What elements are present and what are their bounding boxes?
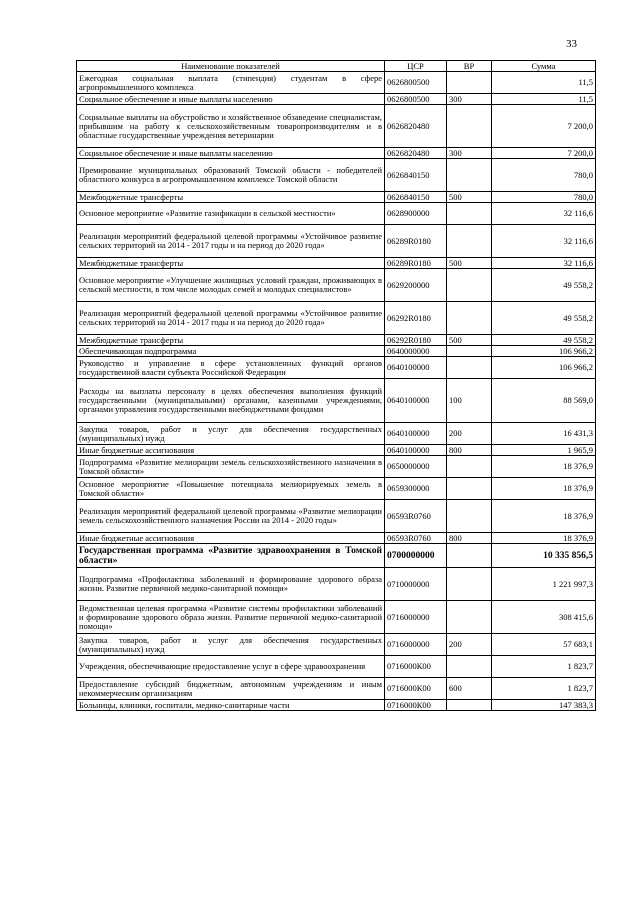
row-name-cell: Социальные выплаты на обустройство и хозяйственное обзаведение специалистам, прибывшим на работу к сельскохозяйственным товаропроизводителям и в областные государственные учреждения ветеринарии: [77, 105, 385, 148]
row-vr-cell: 500: [447, 258, 492, 269]
row-csr-cell: 0640100000: [385, 423, 447, 445]
row-sum-cell: 7 200,0: [492, 105, 596, 148]
row-name-cell: Основное мероприятие «Повышение потенциала мелиорируемых земель в Томской области»: [77, 478, 385, 500]
row-csr-cell: 0640100000: [385, 357, 447, 379]
row-name-cell: Межбюджетные трансферты: [77, 258, 385, 269]
row-sum-cell: 18 376,9: [492, 533, 596, 544]
row-name-cell: Основное мероприятие «Развитие газификации в сельской местности»: [77, 203, 385, 225]
row-sum-cell: 16 431,3: [492, 423, 596, 445]
row-name-cell: Ежегодная социальная выплата (стипендия) студентам в сфере агропромышленного комплекса: [77, 72, 385, 94]
row-vr-cell: [447, 302, 492, 335]
row-sum-cell: 1 823,7: [492, 678, 596, 700]
table-row: [77, 423, 596, 445]
row-name-cell: Основное мероприятие «Улучшение жилищных условий граждан, проживающих в сельской местности, в том числе молодых семей и молодых специалистов»: [77, 269, 385, 302]
row-vr-cell: [447, 225, 492, 258]
row-sum-cell: 308 415,6: [492, 601, 596, 634]
row-vr-cell: 100: [447, 379, 492, 423]
row-name-cell: Реализация мероприятий федеральной целевой программы «Устойчивое развитие сельских территорий на 2014 - 2017 годы и на период до 2020 года»: [77, 225, 385, 258]
table-row: [77, 203, 596, 225]
row-sum-cell: 11,5: [492, 72, 596, 94]
header-csr: ЦСР: [385, 61, 447, 72]
row-vr-cell: [447, 601, 492, 634]
row-name-cell: Социальное обеспечение и иные выплаты населению: [77, 94, 385, 105]
table-row: [77, 159, 596, 192]
row-name-cell: Ведомственная целевая программа «Развитие системы профилактики заболеваний и формирование здорового образа жизни. Развитие первичной медико-санитарной помощи»: [77, 601, 385, 634]
row-name-cell: Руководство и управление в сфере установленных функций органов государственной власти субъекта Российской Федерации: [77, 357, 385, 379]
table-body: [77, 72, 596, 711]
row-csr-cell: 0640000000: [385, 346, 447, 357]
table-row: [77, 478, 596, 500]
row-csr-cell: 0716000000: [385, 634, 447, 656]
row-csr-cell: 06593R0760: [385, 500, 447, 533]
row-sum-cell: 1 965,9: [492, 445, 596, 456]
row-name-cell: Иные бюджетные ассигнования: [77, 533, 385, 544]
row-csr-cell: 0650000000: [385, 456, 447, 478]
row-sum-cell: 11,5: [492, 94, 596, 105]
table-row: [77, 656, 596, 678]
row-sum-cell: 18 376,9: [492, 500, 596, 533]
row-csr-cell: 0626800500: [385, 94, 447, 105]
table-header-row: [77, 61, 596, 72]
row-vr-cell: 200: [447, 634, 492, 656]
row-name-cell: Закупка товаров, работ и услуг для обеспечения государственных (муниципальных) нужд: [77, 423, 385, 445]
row-sum-cell: 88 569,0: [492, 379, 596, 423]
row-sum-cell: 780,0: [492, 159, 596, 192]
row-name-cell: Подпрограмма «Профилактика заболеваний и формирование здорового образа жизни. Развитие первичной медико-санитарной помощи»: [77, 568, 385, 601]
row-vr-cell: 300: [447, 94, 492, 105]
row-vr-cell: 500: [447, 192, 492, 203]
row-name-cell: Обеспечивающая подпрограмма: [77, 346, 385, 357]
table-row: [77, 456, 596, 478]
row-sum-cell: 49 558,2: [492, 335, 596, 346]
table-row: [77, 445, 596, 456]
page-number: 33: [566, 38, 577, 50]
row-sum-cell: 49 558,2: [492, 302, 596, 335]
row-csr-cell: 0626840150: [385, 159, 447, 192]
row-vr-cell: [447, 544, 492, 568]
row-vr-cell: 800: [447, 445, 492, 456]
row-name-cell: Межбюджетные трансферты: [77, 192, 385, 203]
row-vr-cell: [447, 656, 492, 678]
row-vr-cell: [447, 568, 492, 601]
table-row: [77, 500, 596, 533]
row-vr-cell: [447, 357, 492, 379]
table-row: [77, 379, 596, 423]
row-csr-cell: 0626800500: [385, 72, 447, 94]
table-row: [77, 72, 596, 94]
table-row: [77, 346, 596, 357]
row-name-cell: Закупка товаров, работ и услуг для обеспечения государственных (муниципальных) нужд: [77, 634, 385, 656]
row-vr-cell: 200: [447, 423, 492, 445]
table-row: [77, 357, 596, 379]
row-name-cell: Больницы, клиники, госпитали, медико-санитарные части: [77, 700, 385, 711]
row-csr-cell: 0700000000: [385, 544, 447, 568]
table-row: [77, 533, 596, 544]
table-row: [77, 335, 596, 346]
header-sum: Сумма: [492, 61, 596, 72]
header-name: Наименование показателей: [77, 61, 385, 72]
row-csr-cell: 0716000К00: [385, 700, 447, 711]
row-sum-cell: 18 376,9: [492, 456, 596, 478]
header-vr: ВР: [447, 61, 492, 72]
row-name-cell: Предоставление субсидий бюджетным, автономным учреждениям и иным некоммерческим организациям: [77, 678, 385, 700]
row-csr-cell: 0716000К00: [385, 656, 447, 678]
row-name-cell: Реализация мероприятий федеральной целевой программы «Развитие мелиорации земель сельскохозяйственного назначения России на 2014 - 2020 годы»: [77, 500, 385, 533]
row-sum-cell: 106 966,2: [492, 346, 596, 357]
row-csr-cell: 0629200000: [385, 269, 447, 302]
row-vr-cell: [447, 346, 492, 357]
row-csr-cell: 0716000К00: [385, 678, 447, 700]
table-row: [77, 258, 596, 269]
row-csr-cell: 0640100000: [385, 379, 447, 423]
row-csr-cell: 0716000000: [385, 601, 447, 634]
row-vr-cell: [447, 72, 492, 94]
row-vr-cell: 500: [447, 335, 492, 346]
table-row: [77, 601, 596, 634]
row-name-cell: Государственная программа «Развитие здравоохранения в Томской области»: [77, 544, 385, 568]
row-vr-cell: [447, 203, 492, 225]
row-vr-cell: [447, 478, 492, 500]
table-row: [77, 94, 596, 105]
row-sum-cell: 57 683,1: [492, 634, 596, 656]
row-csr-cell: 06292R0180: [385, 302, 447, 335]
table-row: [77, 148, 596, 159]
row-sum-cell: 147 383,3: [492, 700, 596, 711]
table-row: [77, 678, 596, 700]
row-vr-cell: [447, 500, 492, 533]
row-csr-cell: 0659300000: [385, 478, 447, 500]
row-name-cell: Премирование муниципальных образований Томской области - победителей областного конкурса в агропромышленном комплексе Томской области: [77, 159, 385, 192]
table-row: [77, 225, 596, 258]
table-row: [77, 269, 596, 302]
row-sum-cell: 32 116,6: [492, 225, 596, 258]
row-name-cell: Межбюджетные трансферты: [77, 335, 385, 346]
row-csr-cell: 06593R0760: [385, 533, 447, 544]
row-sum-cell: 32 116,6: [492, 258, 596, 269]
row-vr-cell: [447, 269, 492, 302]
row-vr-cell: 800: [447, 533, 492, 544]
row-sum-cell: 1 823,7: [492, 656, 596, 678]
row-csr-cell: 06289R0180: [385, 258, 447, 269]
row-csr-cell: 0626840150: [385, 192, 447, 203]
row-sum-cell: 1 221 997,3: [492, 568, 596, 601]
row-sum-cell: 106 966,2: [492, 357, 596, 379]
row-sum-cell: 7 200,0: [492, 148, 596, 159]
row-sum-cell: 780,0: [492, 192, 596, 203]
row-sum-cell: 18 376,9: [492, 478, 596, 500]
row-sum-cell: 49 558,2: [492, 269, 596, 302]
table-row: [77, 544, 596, 568]
table-row: [77, 700, 596, 711]
row-name-cell: Реализация мероприятий федеральной целевой программы «Устойчивое развитие сельских территорий на 2014 - 2017 годы и на период до 2020 года»: [77, 302, 385, 335]
table-row: [77, 568, 596, 601]
budget-table: [76, 60, 596, 711]
row-csr-cell: 0626820480: [385, 105, 447, 148]
row-vr-cell: [447, 159, 492, 192]
row-csr-cell: 0710000000: [385, 568, 447, 601]
row-vr-cell: [447, 456, 492, 478]
table-row: [77, 105, 596, 148]
row-sum-cell: 10 335 856,5: [492, 544, 596, 568]
row-csr-cell: 06289R0180: [385, 225, 447, 258]
row-sum-cell: 32 116,6: [492, 203, 596, 225]
table-row: [77, 302, 596, 335]
row-csr-cell: 0628900000: [385, 203, 447, 225]
row-name-cell: Расходы на выплаты персоналу в целях обеспечения выполнения функций государственными (муниципальными) органами, казенными учреждениями, органами управления государственными внебюджетными фондами: [77, 379, 385, 423]
row-name-cell: Подпрограмма «Развитие мелиорации земель сельскохозяйственного назначения в Томской области»: [77, 456, 385, 478]
row-name-cell: Иные бюджетные ассигнования: [77, 445, 385, 456]
row-vr-cell: 300: [447, 148, 492, 159]
row-name-cell: Учреждения, обеспечивающие предоставление услуг в сфере здравоохранения: [77, 656, 385, 678]
row-vr-cell: [447, 700, 492, 711]
row-csr-cell: 0626820480: [385, 148, 447, 159]
row-name-cell: Социальное обеспечение и иные выплаты населению: [77, 148, 385, 159]
row-csr-cell: 0640100000: [385, 445, 447, 456]
row-csr-cell: 06292R0180: [385, 335, 447, 346]
row-vr-cell: [447, 105, 492, 148]
table-row: [77, 192, 596, 203]
table-row: [77, 634, 596, 656]
row-vr-cell: 600: [447, 678, 492, 700]
